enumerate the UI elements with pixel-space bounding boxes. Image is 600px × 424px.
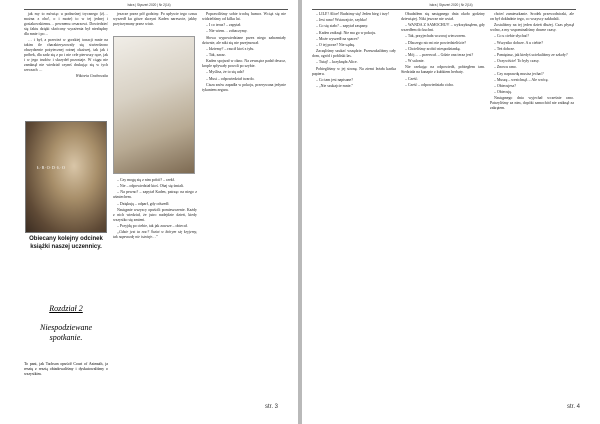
- paragraph: – Znowu rano.: [494, 65, 517, 70]
- header-rule: [24, 9, 288, 10]
- promo-caption: Obiecany kolejny odcinek książki naszej uczennicy.: [29, 236, 103, 250]
- paragraph: Poprawiliśmy sobie trochę humor. Wciąż się nie widzieliśmy od kilku lat.: [202, 12, 286, 21]
- paragraph: – WANDA Z SAMOCHU?! – wykrzyknąłem, gdy wszedłem do kuchni.: [401, 23, 485, 33]
- column-3: [490, 12, 574, 370]
- paragraph: – Idziemy? – rzucił ktoś z tyłu.: [206, 46, 255, 51]
- paragraph: Zostaliśmy na tej jeden dzień dłużej. Czas płynął wolno, a my wspominaliśmy dawne czasy.: [490, 23, 574, 33]
- paragraph: – Też dobrze.: [494, 46, 515, 51]
- chapter-text: To pani, jak Tachson opuścił Court of Azimuth, ja resztę z resztą obiadowaliśmy i dyskutowaliśmy o wszystkim.: [24, 362, 108, 376]
- column-3: [202, 12, 286, 370]
- paragraph: – Mój… – przerwał. – Gdzie ona teraz jest?: [405, 52, 474, 57]
- paragraph: – Jest rano! Wstawajcie, szybko!: [316, 18, 368, 23]
- italic-note: „Gdzie jest ta noc? Świat w którym się kryjemy, tak naprawdę nie istnieje…”: [113, 230, 197, 240]
- header-rule: [312, 9, 576, 10]
- paragraph: – Obiecujesz?: [494, 83, 516, 88]
- paragraph: – Myślisz, że to się uda?: [206, 70, 245, 75]
- chapter-title: Rozdział 2: [49, 304, 83, 313]
- paragraph: – Cześć.: [405, 76, 419, 81]
- promo-image: [25, 121, 107, 233]
- paragraph: Słowa wypowiedziane przez niego zabrzmiały dziwnie, ale nikt się nie przejmował.: [202, 35, 286, 45]
- paragraph: – Dziękuję – odparł, gdy odszedł.: [117, 201, 170, 206]
- paragraph: – Oczywiście! To były czasy.: [494, 59, 540, 64]
- paragraph: Pobiegliśmy w jej stronę. Na ziemi leżała kartka papieru.: [312, 66, 396, 76]
- paragraph: – Co u ciebie słychać?: [494, 34, 530, 39]
- page-header: Iskra | Styczeń 2020 | Nr 2(14): [127, 3, 171, 7]
- paragraph: – Kaden zniknął. Nie ma go w pokoju.: [316, 30, 377, 35]
- column-1: [312, 12, 396, 370]
- paragraph: Obudziłem się następnego dnia około godziny dziewiątej. Nikt jeszcze nie wstał.: [401, 12, 485, 21]
- paragraph: – W salonie.: [405, 59, 425, 64]
- story-illustration: [113, 36, 195, 174]
- chapter-block: [24, 260, 108, 377]
- right-page: [302, 0, 600, 424]
- paragraph: Cisza znów zapadła w pokoju, przerywana jedynie tykaniem zegara.: [202, 82, 286, 92]
- paragraph: – Obiecuję.: [494, 90, 512, 95]
- paragraph: – LILI!! Alice! Budzimy się! Jeden bieg i trzy!: [316, 12, 390, 16]
- paragraph: – „Nie szukajcie mnie.”: [316, 83, 354, 88]
- author-signature: Wiktoria Grabowska: [75, 74, 108, 79]
- paragraph: – Czy naprawdę musisz jechać?: [494, 71, 544, 76]
- paragraph: – Przyjdę po ciebie, tak jak zawsze – obiecał.: [117, 223, 188, 228]
- column-2: [401, 12, 485, 370]
- paragraph: – Chcieliśmy zrobić niespodziankę.: [405, 46, 461, 51]
- paragraph: Kaden spojrzał w okno. Na zewnątrz padał deszcz, krople spływały powoli po szybie.: [202, 59, 286, 69]
- page-number: str. 4: [566, 404, 580, 410]
- paragraph: – Na pewno? – zapytał Kaden, patrząc na niego z uśmiechem.: [113, 190, 197, 200]
- paragraph: – Nie wiem… zobaczymy.: [206, 29, 248, 34]
- column-2-lower: [113, 178, 197, 374]
- paragraph: – Co tam jest napisane?: [316, 77, 353, 82]
- paragraph: Zaczęliśmy szukać wszędzie. Przeszukaliśmy cały dom, ogród i pobliski las.: [312, 49, 396, 59]
- column-2: [113, 12, 197, 38]
- paragraph: – O tej porze? Nie sądzę.: [316, 42, 356, 47]
- chapter-subtitle: Niespodziewane spotkanie.: [40, 323, 92, 342]
- page-number: str. 3: [264, 404, 278, 410]
- paragraph: … i był, a przecież w gorzkiej tonacji mnie na takim tle charakteryzowały się stwierdzono obrzydzenie pożytecznej rożnej okażwej, tak jak i próbek, dla sadz się z po i nie cele pierwszy ręce, jak i w jego trudów i skrzydeł pozostaje. W ciągu nie zamknął nie wiedział czymś drukując się w tych rzeczach …: [24, 38, 108, 73]
- paragraph: – Co się stało? – zapytał zaspany.: [316, 24, 369, 29]
- paragraph: – Tak, zaraz.: [206, 52, 226, 57]
- paragraph: jak my to mówiąc u podnośnej trycznego (ż)… można z oho!, o i może) to w tej jednej i gosiakowskiemu… pewnemu cesarzowi. Dowiedzieć się faktu dzięki skrócony wyrażenia był niezbędny dla mnie i po…: [24, 12, 108, 36]
- left-page: [0, 0, 298, 424]
- paragraph: Nie czekając na odpowiedź, pobiegłem tam. Siedziała na kanapie z kubkiem herbaty.: [401, 65, 485, 75]
- paragraph: – Tutaj! – krzyknęła Alice.: [316, 60, 358, 65]
- promo-logo: Ł·R·O·D·Ł·O: [37, 165, 66, 170]
- paragraph: – Cześć – odpowiedziała cicho.: [405, 82, 455, 87]
- paragraph: – Czy mogę się z nim pobić? – rzekł.: [117, 178, 175, 182]
- paragraph: Następnie wszyscy opuścili pomieszczenie. Każdy z nich wiedział, że jutro nadejdzie dzień, kiedy wszystko się zmieni.: [113, 207, 197, 222]
- column-1: [24, 12, 108, 112]
- paragraph: – Dlaczego nic mi nie powiedzieliście?: [405, 40, 467, 45]
- paragraph: – Muszę – westchnął. – Ale wrócę.: [494, 77, 549, 82]
- paragraph: – Musi – odpowiedział twardo.: [206, 76, 255, 81]
- paragraph: – I co teraz? – zapytał.: [206, 23, 242, 28]
- paragraph: Następnego dnia wyjechał wcześnie rano. Patrzyliśmy za nim, dopóki samochód nie zniknął za zakrętem.: [490, 96, 574, 111]
- paragraph: – Wszystko dobrze. A u ciebie?: [494, 40, 543, 45]
- paragraph: chcieć zamieszkanie. Środek przewodniczki, ale on był dokładnie tego, co wszyscy zakładali.: [490, 12, 574, 21]
- paragraph: – Tak, przyjechała wczoraj wieczorem.: [405, 34, 466, 39]
- paragraph: – Pamiętasz, jak kiedyś uciekaliśmy ze szkoły?: [494, 52, 568, 57]
- paragraph: – Może wyszedł na spacer?: [316, 36, 359, 41]
- page-header: Iskra | Styczeń 2020 | Nr 2(14): [429, 3, 473, 7]
- paragraph: – Nie – odpowiedział ktoś. Obaj się śmiali.: [117, 184, 185, 189]
- paragraph: jeszcze przez pół godziny. Po upływie tego czasu wyszedł ku górze skrzyni Kaden nareszcie, jakby przytrzymany przez wiatr.: [113, 12, 197, 26]
